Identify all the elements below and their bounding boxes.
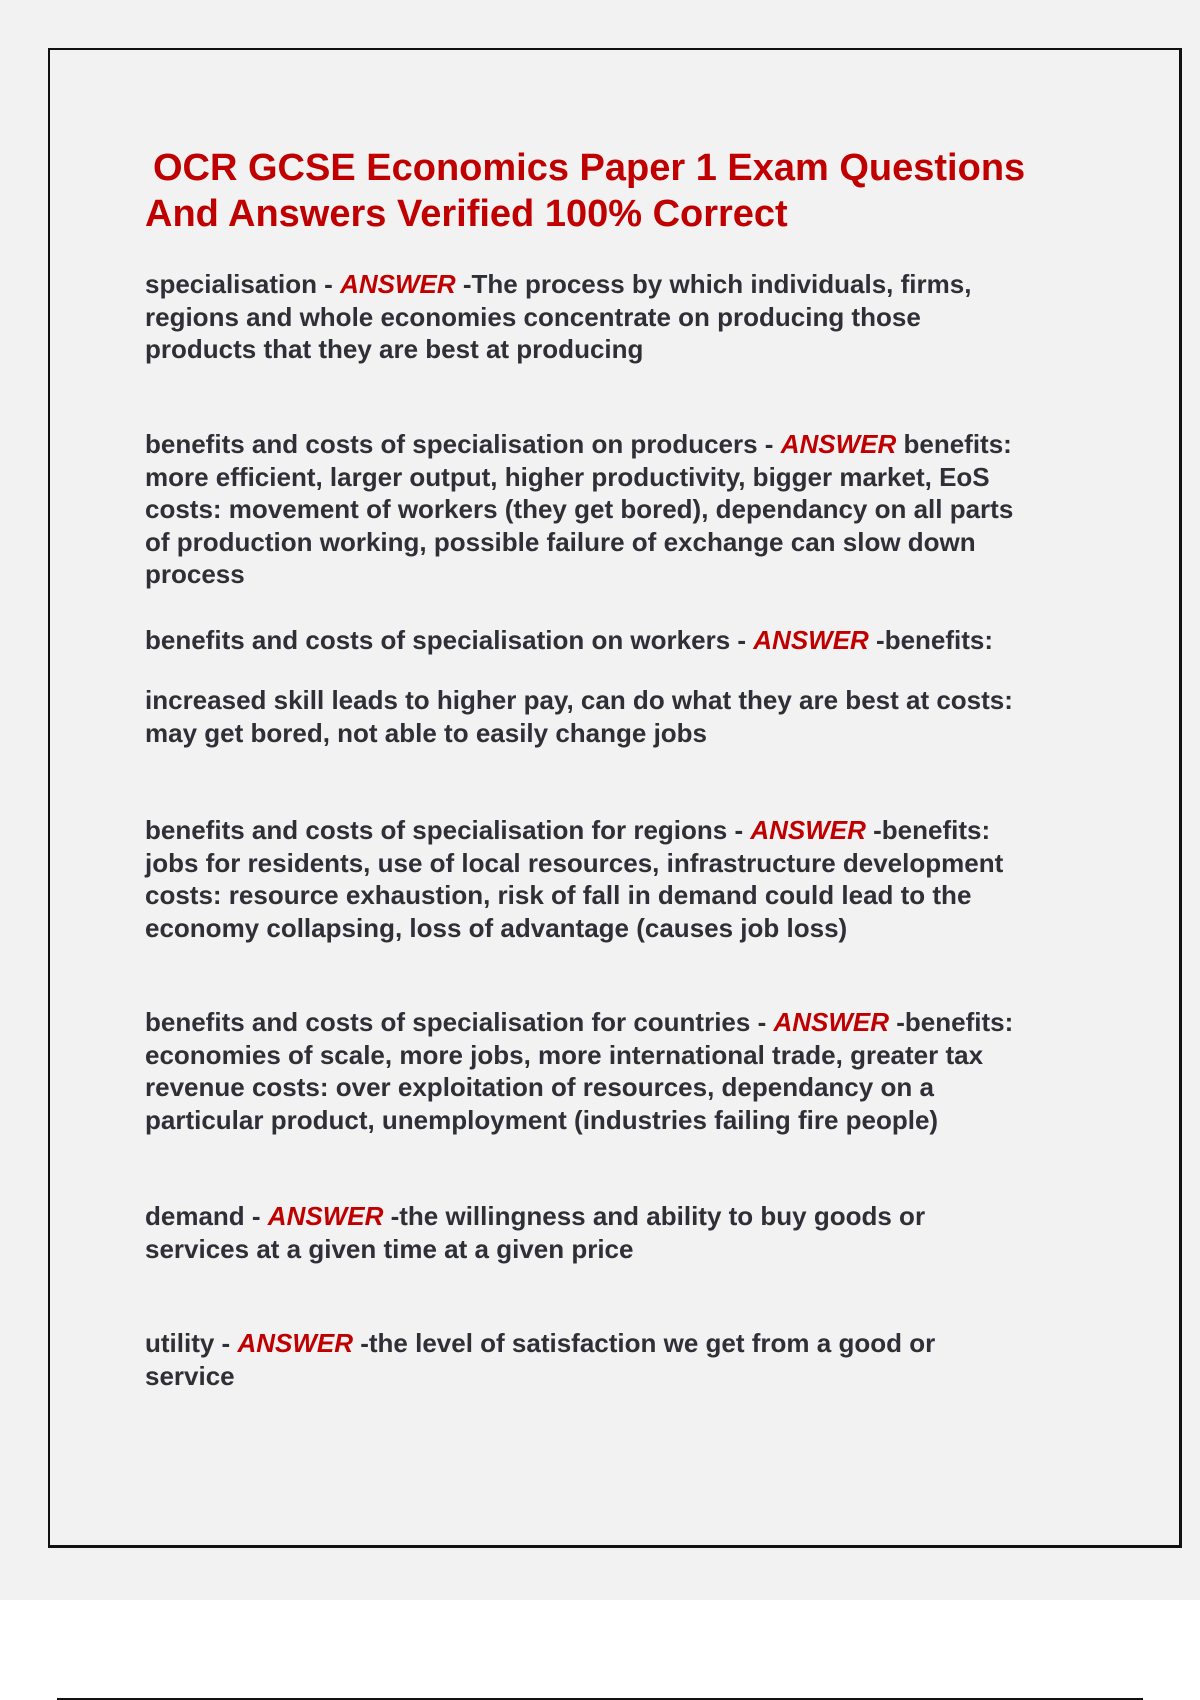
- answer-label: ANSWER: [750, 815, 866, 845]
- entry-utility: [145, 1327, 1095, 1392]
- answer-label: ANSWER: [267, 1201, 384, 1231]
- title-line-2: And Answers Verified 100% Correct: [145, 193, 788, 235]
- entry-definition: increased skill leads to higher pay, can do what they are best at costs: may get bored, not able to easily change jobs: [145, 685, 1013, 748]
- entry-term: utility -: [145, 1328, 238, 1358]
- entry-specialisation: [145, 268, 1095, 366]
- entry-definition: -benefits:: [868, 625, 994, 655]
- entry-producers: [145, 428, 1095, 591]
- entry-workers: [145, 624, 1095, 657]
- entry-term: benefits and costs of specialisation on producers -: [145, 429, 781, 459]
- entry-term: benefits and costs of specialisation for regions -: [145, 815, 751, 845]
- entry-definition: benefits: more efficient, larger output, higher productivity, bigger market, EoS costs: movement of workers (they get bored), dependancy on all parts of production working, possible failure of exchange can slow down process: [145, 429, 1014, 589]
- answer-label: ANSWER: [237, 1328, 353, 1358]
- answer-label: ANSWER: [773, 1007, 890, 1037]
- entry-regions: [145, 814, 1095, 944]
- entry-term: benefits and costs of specialisation for countries -: [145, 1007, 774, 1037]
- entry-countries: [145, 1006, 1095, 1136]
- entry-term: specialisation -: [145, 269, 341, 299]
- entry-definition: -the level of satisfaction we get from a good or service: [145, 1328, 936, 1391]
- entry-demand: [145, 1200, 1095, 1265]
- title-line-1: OCR GCSE Economics Paper 1 Exam Questions: [153, 147, 1026, 189]
- entry-workers-detail: [145, 684, 1095, 749]
- entry-term: demand -: [145, 1201, 268, 1231]
- entry-definition: -benefits: jobs for residents, use of local resources, infrastructure development costs: resource exhaustion, risk of fall in demand could lead to the economy collapsing, loss of advantage (causes job loss): [145, 815, 1004, 943]
- answer-label: ANSWER: [340, 269, 456, 299]
- entry-term: benefits and costs of specialisation on workers -: [145, 625, 754, 655]
- entry-definition: -The process by which individuals, firms, regions and whole economies concentrate on producing those products that they are best at producing: [145, 269, 972, 364]
- answer-label: ANSWER: [780, 429, 897, 459]
- answer-label: ANSWER: [753, 625, 869, 655]
- entry-definition: -benefits: economies of scale, more jobs, more international trade, greater tax revenue costs: over exploitation of resources, dependancy on a particular product, unemployment (industries failing fire people): [145, 1007, 1014, 1135]
- document-title: [145, 145, 1105, 237]
- entry-definition: -the willingness and ability to buy goods or services at a given time at a given price: [145, 1201, 926, 1264]
